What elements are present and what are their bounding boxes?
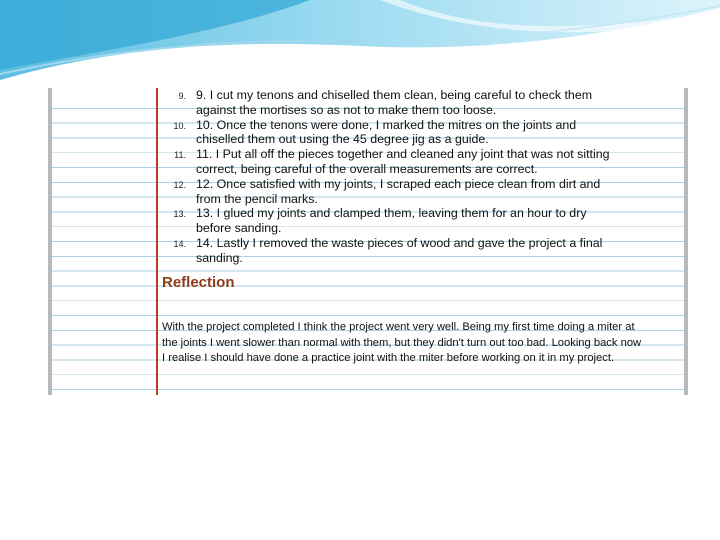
- step-text-line: sanding.: [196, 250, 243, 265]
- reflection-line: With the project completed I think the project went very well. Being my first time doing a miter at: [162, 321, 635, 333]
- step-text-line: correct, being careful of the overall measurements are correct.: [196, 161, 538, 176]
- step-text-line: 13. I glued my joints and clamped them, leaving them for an hour to dry: [196, 206, 587, 221]
- reflection-line: the joints I went slower than normal with them, but they didn't turn out too bad. Looking back now: [162, 336, 642, 349]
- notebook-page: [48, 88, 688, 395]
- step-text-line: 14. Lastly I removed the waste pieces of wood and gave the project a final: [196, 236, 603, 250]
- step-text-line: 12. Once satisfied with my joints, I scraped each piece clean from dirt and: [196, 176, 601, 191]
- step-number: 13.: [173, 209, 186, 220]
- step-number: 10.: [173, 120, 186, 131]
- step-text-line: chiselled them out using the 45 degree jig as a guide.: [196, 132, 489, 147]
- step-text-line: 10. Once the tenons were done, I marked the mitres on the joints and: [196, 117, 577, 132]
- step-number: 11.: [174, 150, 186, 161]
- step-text-line: before sanding.: [196, 221, 282, 236]
- margin-line: [156, 88, 158, 395]
- step-text-line: against the mortises so as not to make them too loose.: [196, 102, 497, 117]
- reflection-line: I realise I should have done a practice joint with the miter before working on it in my project.: [162, 352, 615, 365]
- step-text-line: from the pencil marks.: [196, 191, 318, 206]
- reflection-heading: Reflection: [162, 274, 235, 291]
- reflection-paragraph: [162, 320, 678, 367]
- decorative-swoosh: [0, 0, 720, 90]
- step-text-line: 9. I cut my tenons and chiselled them clean, being careful to check them: [196, 88, 593, 102]
- step-number: 12.: [173, 179, 186, 190]
- step-number: 9.: [178, 91, 186, 101]
- step-text-line: 11. I Put all off the pieces together and cleaned any joint that was not sitting: [196, 147, 610, 162]
- step-number: 14.: [173, 239, 186, 249]
